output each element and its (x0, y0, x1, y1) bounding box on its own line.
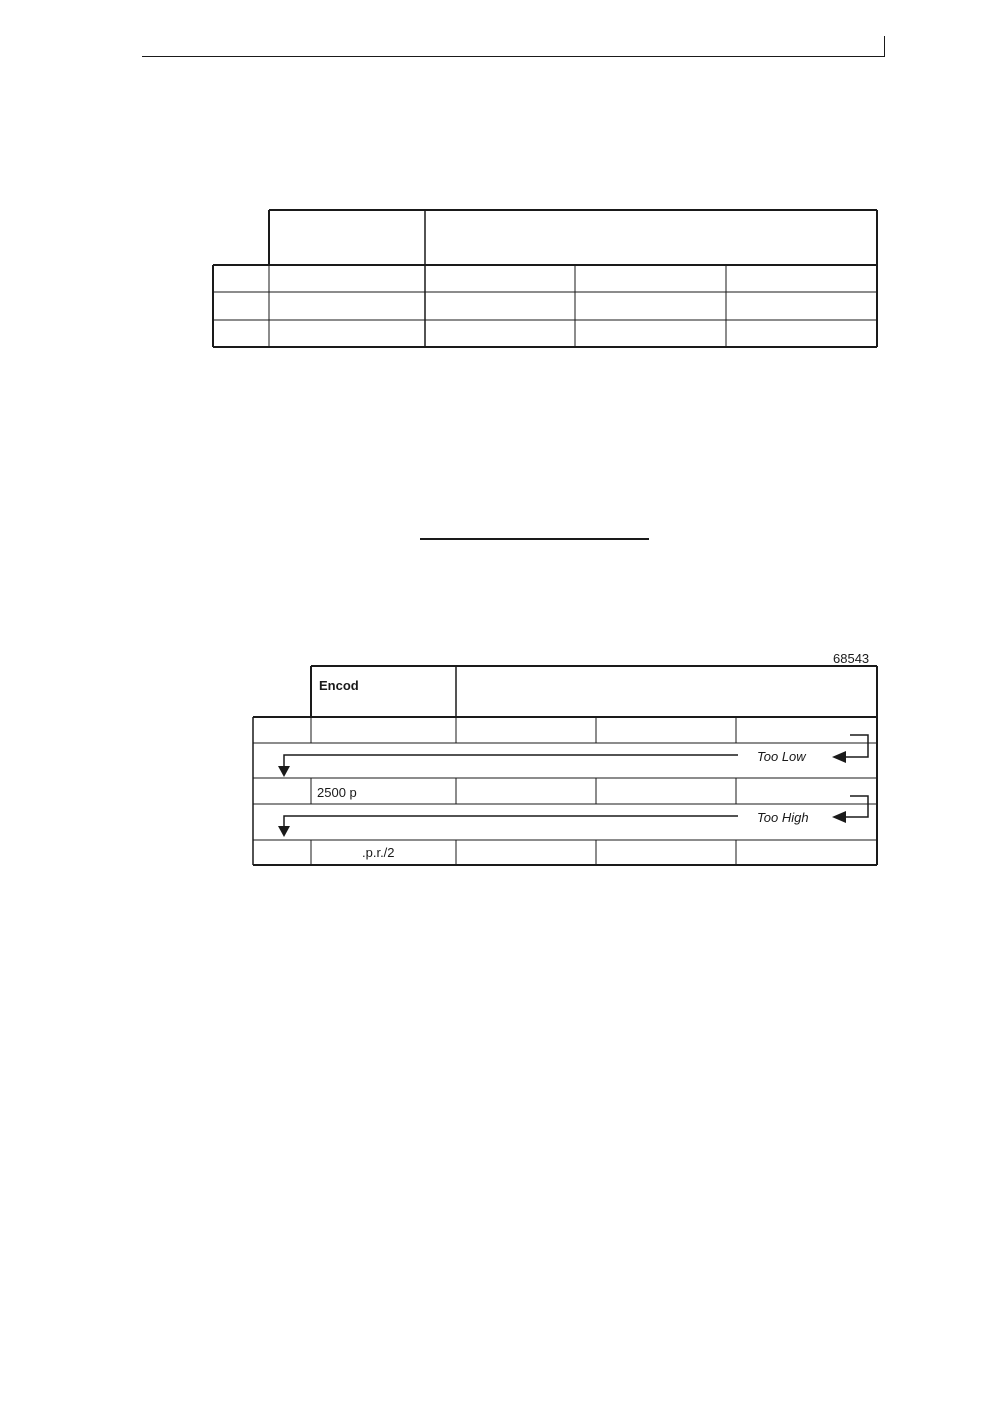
encoder-header-label: Encod (319, 678, 359, 693)
section-underline (420, 538, 649, 540)
too-low-label: Too Low (757, 749, 806, 764)
encoder-value-cell: 2500 p (317, 785, 357, 800)
table-1-grid (0, 0, 998, 400)
figure-number: 68543 (833, 651, 870, 666)
encoder-formula-cell: .p.r./2 (362, 845, 395, 860)
too-high-label: Too High (757, 810, 809, 825)
